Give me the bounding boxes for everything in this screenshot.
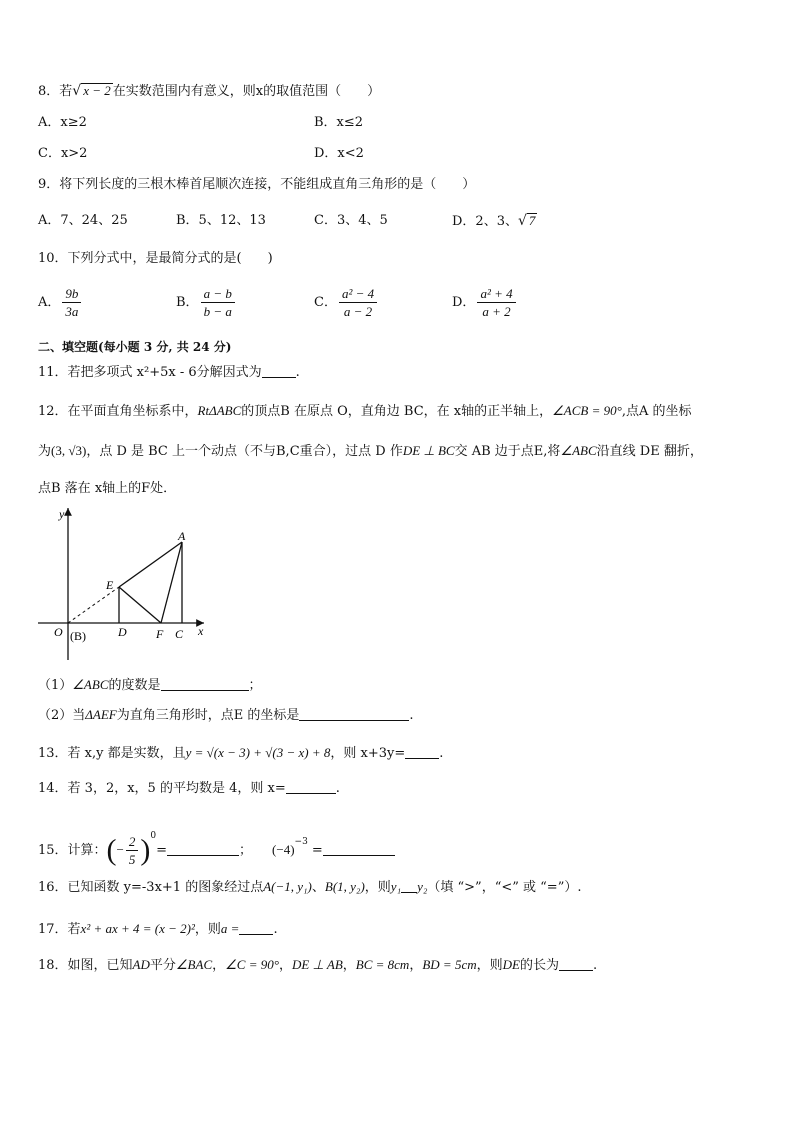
label-f: F xyxy=(156,627,164,641)
question-17 xyxy=(38,920,278,939)
q12-text: 沿直线 DE 翻折， xyxy=(596,444,703,459)
denominator: b − a xyxy=(203,304,232,319)
q18-text: 平分 xyxy=(149,958,176,973)
numerator: a − b xyxy=(201,285,235,303)
q8-option-a[interactable]: A．x≥2 xyxy=(38,115,87,130)
q10-d-fraction xyxy=(477,285,515,320)
q12-sub1-end: ； xyxy=(248,678,262,693)
q18-math: ∠C = 90° xyxy=(225,957,279,972)
answer-blank[interactable] xyxy=(239,922,273,935)
q12-sub1-number: （1） xyxy=(38,678,73,693)
q18-math: BC = 8cm xyxy=(355,957,410,972)
q10-option-a[interactable] xyxy=(38,285,83,320)
q12-sub2-text: 为直角三角形时，点E 的坐标是 xyxy=(116,708,300,723)
answer-blank[interactable] xyxy=(299,708,409,721)
q12-math: DE ⊥ BC xyxy=(402,443,455,458)
q10-b-fraction xyxy=(201,285,235,320)
label-e: E xyxy=(106,578,114,592)
q10-c-fraction xyxy=(339,285,377,320)
q14-text: 14．若 3，2，x，5 的平均数是 4，则 x= xyxy=(38,781,286,796)
q18-end: . xyxy=(592,958,598,973)
equals: = xyxy=(156,843,168,858)
q9-option-a[interactable]: A．7、24、25 xyxy=(38,213,128,228)
q10-option-b[interactable] xyxy=(176,285,237,320)
q9-option-c[interactable]: C．3、4、5 xyxy=(314,213,388,228)
q18-math: AD xyxy=(132,957,150,972)
exponent: 0 xyxy=(150,831,157,841)
q18-text: ， xyxy=(409,958,423,973)
answer-blank[interactable] xyxy=(161,678,249,691)
q8-suffix: 在实数范围内有意义，则x的取值范围（ ） xyxy=(112,84,381,99)
q17-text: ，则 xyxy=(194,922,221,937)
q12-sub1-math: ∠ABC xyxy=(72,677,109,692)
q18-math: ∠BAC xyxy=(175,957,213,972)
q11-end: . xyxy=(295,365,300,380)
q11-text: 11．若把多项式 x²+5x - 6分解因式为 xyxy=(38,365,262,380)
minus-sign: − xyxy=(116,842,124,857)
sqrt-symbol: √ xyxy=(517,213,527,229)
label-x: x xyxy=(198,624,204,638)
answer-blank[interactable] xyxy=(286,781,336,794)
q18-text: ， xyxy=(212,958,226,973)
q15-text: 15．计算： xyxy=(38,843,107,858)
label-a: A xyxy=(178,529,186,543)
q9-d-prefix: D．2、3、 xyxy=(452,214,518,229)
question-13 xyxy=(38,744,443,763)
q17-text: 17．若 xyxy=(38,922,81,937)
q16-point-a: A(−1, y₁) xyxy=(263,879,312,894)
numerator: 2 xyxy=(126,833,139,851)
question-14 xyxy=(38,780,340,798)
answer-blank[interactable] xyxy=(405,746,439,759)
question-11 xyxy=(38,364,300,382)
q12-math: (3, √3) xyxy=(51,443,87,458)
section-2-heading: 二、填空题(每小题 3 分, 共 24 分) xyxy=(38,340,232,354)
q17-math: x² + ax + 4 = (x − 2)² xyxy=(80,921,195,936)
segment-ef xyxy=(119,587,161,623)
paren-close: ) xyxy=(140,833,151,867)
label-y: y xyxy=(59,507,65,521)
q13-text: ，则 x+3y= xyxy=(330,746,406,761)
q10-c-label: C． xyxy=(314,295,337,310)
q15-base: (−4) xyxy=(272,842,295,857)
question-10: 10．下列分式中，是最简分式的是( ) xyxy=(38,251,273,266)
question-12-sub-2 xyxy=(38,706,414,725)
answer-blank[interactable] xyxy=(262,365,296,378)
q12-text: 的顶点B 在原点 O，直角边 BC，在 x轴的正半轴上， xyxy=(241,404,553,419)
q10-option-c[interactable] xyxy=(314,285,379,320)
question-12-line-2 xyxy=(38,442,703,461)
q16-sep: 、 xyxy=(311,880,325,895)
q9-option-d[interactable] xyxy=(452,212,537,231)
denominator: a + 2 xyxy=(482,304,511,319)
exponent: −3 xyxy=(294,837,308,847)
q16-text: 16．已知函数 y=-3x+1 的图象经过点 xyxy=(38,880,264,895)
q10-option-d[interactable] xyxy=(452,285,518,320)
q8-option-b[interactable]: B．x≤2 xyxy=(314,115,364,130)
equals: = xyxy=(311,843,323,858)
q18-math: BD = 5cm xyxy=(422,957,477,972)
q8-option-c[interactable]: C．x>2 xyxy=(38,146,88,161)
q13-end: . xyxy=(439,746,444,761)
q16-text: ，则 xyxy=(364,880,391,895)
q15-fraction xyxy=(126,833,139,868)
answer-blank[interactable] xyxy=(559,958,593,971)
denominator: a − 2 xyxy=(343,304,373,319)
answer-blank[interactable] xyxy=(167,843,239,856)
q8-prefix: 8．若 xyxy=(38,84,73,99)
label-c: C xyxy=(175,627,184,641)
q12-text: 12．在平面直角坐标系中， xyxy=(38,404,198,419)
denominator: 5 xyxy=(128,852,136,867)
q10-b-label: B． xyxy=(176,295,199,310)
q18-text: ， xyxy=(342,958,356,973)
q8-radicand: x − 2 xyxy=(83,83,111,98)
label-b: (B) xyxy=(70,629,86,643)
q17-end: . xyxy=(273,922,278,937)
q18-text: ， xyxy=(278,958,292,973)
question-9: 9．将下列长度的三根木棒首尾顺次连接，不能组成直角三角形的是（ ） xyxy=(38,177,476,192)
question-12-line-1 xyxy=(38,402,691,421)
denominator: 3a xyxy=(65,304,79,319)
label-d: D xyxy=(118,625,127,639)
q12-coordinate-figure xyxy=(34,504,214,664)
q12-math: ∠ABC xyxy=(560,443,597,458)
q17-var: a = xyxy=(220,921,240,936)
q12-sub2-end: . xyxy=(409,708,414,723)
question-15 xyxy=(38,818,395,869)
question-12-sub-1 xyxy=(38,676,262,695)
q12-sub1-text: 的度数是 xyxy=(108,678,161,693)
q18-math: DE ⊥ AB xyxy=(291,957,343,972)
question-16 xyxy=(38,878,581,897)
question-8 xyxy=(38,82,380,101)
sqrt-symbol: √ xyxy=(72,83,82,99)
q12-text: 为 xyxy=(38,444,52,459)
numerator: a² − 4 xyxy=(339,285,377,303)
numerator: a² + 4 xyxy=(477,285,515,303)
q10-a-fraction xyxy=(62,285,81,320)
q18-text: 18．如图，已知 xyxy=(38,958,133,973)
q12-sub2-math: ΔAEF xyxy=(85,707,117,722)
q12-sub2-text: （2）当 xyxy=(38,708,86,723)
dashed-segment-be xyxy=(68,587,119,623)
separator: ； xyxy=(239,843,253,858)
q16-point-b: B(1, y₂) xyxy=(324,879,365,894)
q8-option-d[interactable]: D．x<2 xyxy=(314,146,364,161)
q12-text: 交 AB 边于点E,将 xyxy=(454,444,561,459)
answer-blank[interactable] xyxy=(401,880,417,893)
q18-text: ，则 xyxy=(476,958,503,973)
numerator: 9b xyxy=(62,285,81,303)
q13-math: y = √(x − 3) + √(3 − x) + 8 xyxy=(185,745,331,760)
q9-d-radicand: 7 xyxy=(528,213,536,228)
q9-option-b[interactable]: B．5、12、13 xyxy=(176,213,266,228)
q13-text: 13．若 x,y 都是实数，且 xyxy=(38,746,186,761)
question-12-line-3: 点B 落在 x轴上的F处． xyxy=(38,481,177,496)
q14-end: . xyxy=(335,781,340,796)
q16-y2: y₂ xyxy=(417,879,428,894)
q12-math: RtΔABC xyxy=(197,403,242,418)
label-o: O xyxy=(54,625,63,639)
answer-blank[interactable] xyxy=(323,843,395,856)
q16-y1: y₁ xyxy=(390,879,402,894)
q10-d-label: D． xyxy=(452,295,476,310)
q12-text: ，点 D 是 BC 上一个动点（不与B,C重合），过点 D 作 xyxy=(86,444,403,459)
q16-text: （填 “>”，“<” 或 “=”）. xyxy=(427,880,582,895)
q18-math: DE xyxy=(502,957,520,972)
q12-math: ∠ACB = 90° xyxy=(552,403,622,418)
question-18 xyxy=(38,956,597,975)
q18-text: 的长为 xyxy=(519,958,559,973)
paren-open: ( xyxy=(106,833,117,867)
q10-a-label: A． xyxy=(38,295,61,310)
q12-text: ,点A 的坐标 xyxy=(621,404,692,419)
